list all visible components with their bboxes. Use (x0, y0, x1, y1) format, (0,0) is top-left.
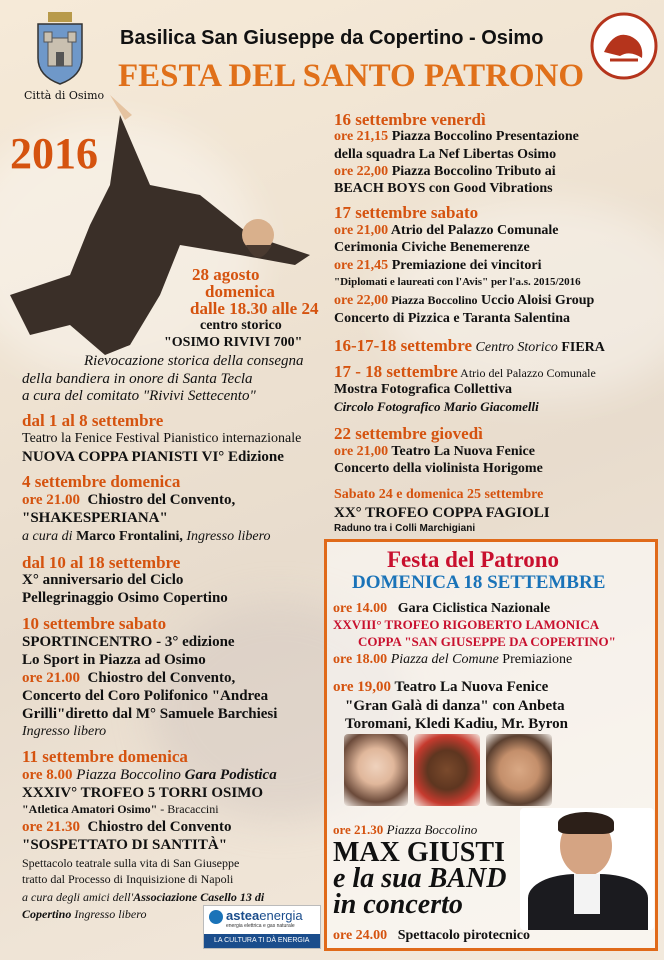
s4-care-pre: a cura di (22, 529, 77, 544)
s11-place2: Chiostro del Convento (87, 819, 232, 835)
s11-line2a: "Atletica Amatori Osimo" (22, 802, 158, 816)
s10-place: Chiostro del Convento, (87, 670, 236, 686)
s4-date: 4 settembre domenica (22, 472, 181, 491)
festival-logo-icon (590, 12, 658, 80)
s11-line-time2 (22, 819, 231, 836)
s11-line7 (22, 908, 146, 921)
box-l4: ore 18.00 Piazza del Comune Premiazione (333, 652, 573, 667)
s22-date: 22 settembre giovedì (334, 424, 483, 443)
dancer-photo-2 (414, 734, 480, 806)
s17-date: 17 settembre sabato (334, 203, 479, 222)
agosto-desc3: a cura del comitato "Rivivi Settecento" (22, 388, 256, 404)
s11-time2: ore 21.30 (22, 819, 81, 835)
box-day: DOMENICA 18 SETTEMBRE (352, 572, 606, 593)
s4-care-post: Ingresso libero (182, 529, 271, 544)
s11-line5: tratto dal Processo di Inquisizione di Napoli (22, 872, 234, 886)
s17-l3: ore 21,45 Premiazione dei vincitori (334, 258, 542, 273)
s16-l2: della squadra La Nef Libertas Osimo (334, 147, 557, 162)
s10-line1: SPORTINCENTRO - 3° edizione (22, 634, 235, 650)
s10-line4: Grilli"diretto dal M° Samuele Barchiesi (22, 706, 278, 722)
s16-l1: ore 21,15 Piazza Boccolino Presentazione (334, 129, 579, 144)
sponsor-brand: asteaenergia (226, 908, 303, 923)
s1718-line: 17 - 18 settembre Atrio del Palazzo Comunale (334, 362, 596, 381)
s11-line4: Spettacolo teatrale sulla vita di San Giuseppe (22, 856, 240, 870)
s11-place: Piazza Boccolino (76, 767, 181, 783)
box-l12: ore 24.00 Spettacolo pirotecnico (333, 928, 531, 943)
city-label: Città di Osimo (24, 89, 105, 102)
s10a-line2: Pellegrinaggio Osimo Copertino (22, 590, 228, 606)
s4-care (22, 529, 271, 544)
box-title: Festa del Patrono (387, 547, 560, 572)
s11-line-time (22, 767, 277, 784)
s17-l1: ore 21,00 Atrio del Palazzo Comunale (334, 223, 559, 238)
s16-l3: ore 22,00 Piazza Boccolino Tributo ai (334, 164, 556, 179)
s17-l2: Cerimonia Civiche Benemerenze (334, 240, 530, 255)
sponsor-logo (203, 905, 321, 949)
s4-care-name: Marco Frontalini, (76, 529, 183, 544)
s11-line6 (22, 891, 264, 904)
sponsor-tag1: energia elettrica e gas naturale (226, 923, 295, 929)
agosto-name: "OSIMO RIVIVI 700" (164, 335, 303, 350)
s22-l1: Concerto della violinista Horigome (334, 461, 543, 476)
dancer-photo-1 (344, 734, 408, 806)
box-l6: "Gran Galà di danza" con Anbeta (345, 698, 565, 714)
s24-date: Sabato 24 e domenica 25 settembre (334, 487, 544, 502)
dancer-photo-3 (486, 734, 552, 806)
s1-line2: NUOVA COPPA PIANISTI VI° Edizione (22, 449, 284, 465)
coat-of-arms-icon (30, 10, 90, 90)
box-max: MAX GIUSTI (333, 837, 505, 868)
s11-line2 (22, 803, 219, 816)
s1618-line: 16-17-18 settembre Centro Storico FIERA (334, 336, 605, 355)
box-band: e la sua BAND (333, 863, 507, 894)
s10-line-time (22, 670, 235, 687)
box-l1: ore 14.00 Gara Ciclistica Nazionale (333, 601, 551, 616)
s22-line: ore 21,00 Teatro La Nuova Fenice (334, 444, 535, 459)
s10a-line1: X° anniversario del Ciclo (22, 572, 184, 588)
s17-l4: "Diplomati e laureati con l'Avis" per l'a.s. 2015/2016 (334, 276, 581, 288)
agosto-day: domenica (205, 282, 275, 301)
basilica-header: Basilica San Giuseppe da Copertino - Osimo (120, 27, 544, 49)
s16-date: 16 settembre venerdì (334, 110, 486, 129)
s11-date: 11 settembre domenica (22, 747, 188, 766)
agosto-place: centro storico (200, 318, 282, 333)
box-l2: XXVIII° TROFEO RIGOBERTO LAMONICA (333, 617, 600, 632)
s11-line3: "SOSPETTATO DI SANTITÀ" (22, 837, 228, 853)
s4-time: ore 21.00 (22, 492, 81, 508)
s10-line5: Ingresso libero (22, 724, 107, 739)
agosto-time: dalle 18.30 alle 24 (190, 299, 319, 318)
s1718-l2: Circolo Fotografico Mario Giacomelli (334, 399, 539, 414)
s10-time: ore 21.00 (22, 670, 81, 686)
s24-l2: Raduno tra i Colli Marchigiani (334, 523, 476, 534)
s17-l5: ore 22,00 Piazza Boccolino Uccio Aloisi Group (334, 293, 595, 308)
s16-l4: BEACH BOYS con Good Vibrations (334, 181, 553, 196)
s24-l1: XX° TROFEO COPPA FAGIOLI (334, 505, 550, 521)
s10-line2: Lo Sport in Piazza ad Osimo (22, 652, 206, 668)
s10-date: 10 settembre sabato (22, 614, 167, 633)
astea-icon (209, 910, 223, 924)
box-l7: Toromani, Kledi Kadiu, Mr. Byron (345, 716, 568, 732)
sponsor-tag2: LA CULTURA TI DÀ ENERGIA (214, 937, 310, 944)
agosto-date: 28 agosto (192, 265, 260, 284)
box-l8: ore 21.30 Piazza Boccolino (333, 822, 478, 837)
page-title: FESTA DEL SANTO PATRONO (118, 58, 585, 94)
agosto-desc1: Rievocazione storica della consegna (84, 353, 304, 369)
s1-line1: Teatro la Fenice Festival Pianistico internazionale (22, 431, 302, 446)
max-giusti-photo (520, 808, 654, 930)
agosto-desc2: della bandiera in onore di Santa Tecla (22, 371, 253, 387)
s4-place: Chiostro del Convento, (87, 492, 236, 508)
s1718-l1: Mostra Fotografica Collettiva (334, 382, 513, 397)
box-concerto: in concerto (333, 889, 463, 920)
s1-date: dal 1 al 8 settembre (22, 411, 164, 430)
s11-line6b: Associazione Casello 13 di (133, 890, 265, 904)
box-l3: COPPA "SAN GIUSEPPE DA COPERTINO" (358, 634, 616, 649)
s11-event: Gara Podistica (184, 767, 277, 783)
s11-line6a: a cura degli amici dell' (22, 890, 134, 904)
s11-line2b: - Bracaccini (157, 802, 219, 816)
s10-line3: Concerto del Coro Polifonico "Andrea (22, 688, 269, 704)
s11-line1: XXXIV° TROFEO 5 TORRI OSIMO (22, 785, 264, 801)
s10a-date: dal 10 al 18 settembre (22, 553, 181, 572)
s11-time: ore 8.00 (22, 767, 73, 783)
s4-line (22, 492, 235, 509)
box-l5: ore 19,00 Teatro La Nuova Fenice (333, 679, 549, 695)
s11-line7a: Copertino (22, 907, 72, 921)
s4-name: "SHAKESPERIANA" (22, 510, 168, 526)
year: 2016 (10, 129, 98, 178)
s17-l6: Concerto di Pizzica e Taranta Salentina (334, 311, 571, 326)
s11-line7b: Ingresso libero (71, 907, 147, 921)
